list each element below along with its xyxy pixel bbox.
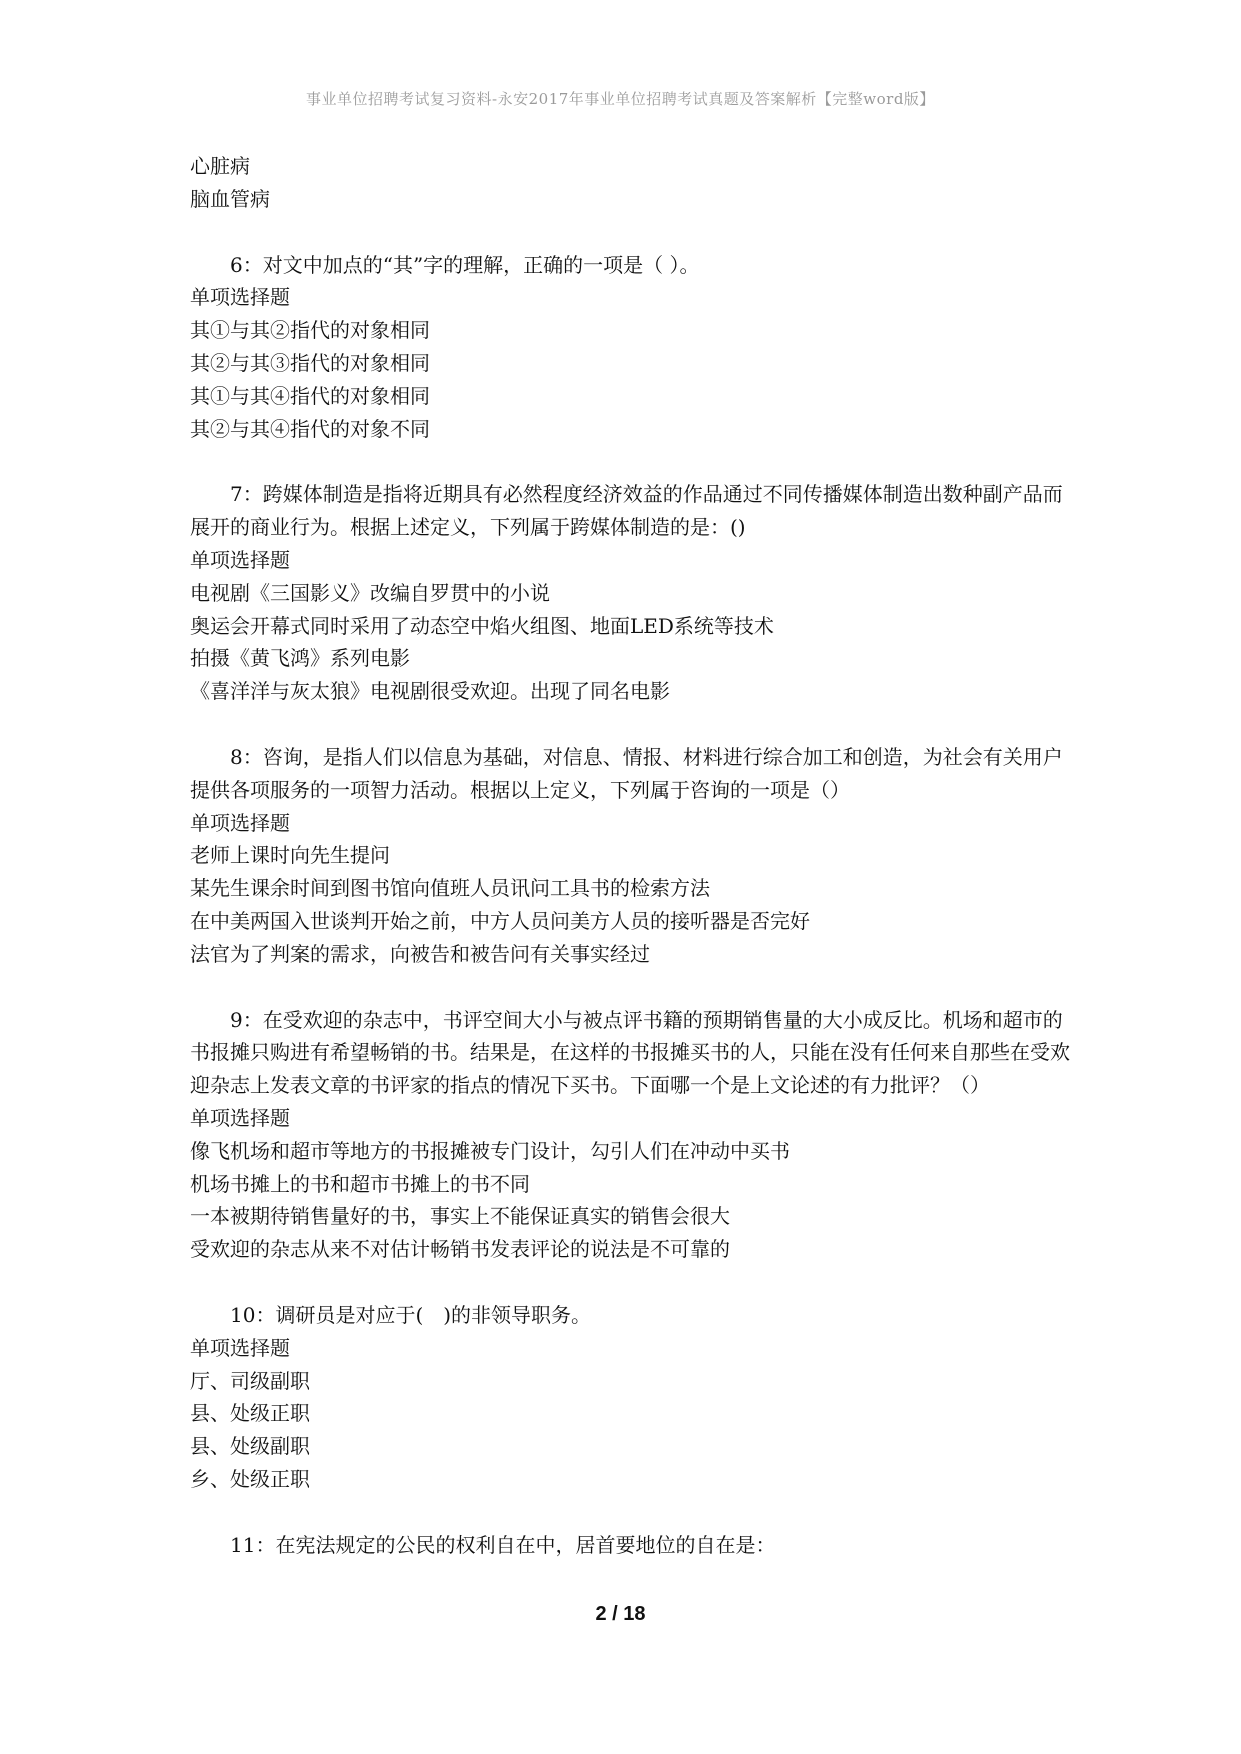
option-line: 厅、司级副职 [190, 1368, 310, 1393]
option-line: 奥运会开幕式同时采用了动态空中焰火组图、地面LED系统等技术 [190, 613, 774, 638]
question-type: 单项选择题 [190, 810, 290, 835]
question-text: 11：在宪法规定的公民的权利自在中，居首要地位的自在是： [230, 1532, 776, 1557]
option-line: 乡、处级正职 [190, 1466, 310, 1491]
option-line: 老师上课时向先生提问 [190, 843, 390, 868]
question-text: 9：在受欢迎的杂志中，书评空间大小与被点评书籍的预期销售量的大小成反比。机场和超市的书报摊只购进有希望畅销的书。结果是，在这样的书报摊买书的人，只能在没有任何来自那些在受欢迎杂志上发表文章的书评家的指点的情况下买书。下面哪一个是上文论述的有力批评？（） [190, 1007, 1070, 1098]
question-type: 单项选择题 [190, 547, 290, 572]
question-7 [190, 478, 1070, 708]
question-type: 单项选择题 [190, 1335, 290, 1360]
option-line: 受欢迎的杂志从来不对估计畅销书发表评论的说法是不可靠的 [190, 1237, 730, 1262]
question-type: 单项选择题 [190, 285, 290, 310]
option-line: 县、处级正职 [190, 1401, 310, 1426]
option-line: 像飞机场和超市等地方的书报摊被专门设计，勾引人们在冲动中买书 [190, 1138, 790, 1163]
option-line: 法官为了判案的需求，向被告和被告问有关事实经过 [190, 941, 650, 966]
option-line: 某先生课余时间到图书馆向值班人员讯问工具书的检索方法 [190, 876, 710, 901]
question-10 [190, 1299, 1070, 1496]
document-body [190, 150, 1070, 1594]
running-header: 事业单位招聘考试复习资料-永安2017年事业单位招聘考试真题及答案解析【完整word版】 [306, 90, 935, 108]
question-11 [190, 1529, 1070, 1562]
question-text: 8：咨询，是指人们以信息为基础，对信息、情报、材料进行综合加工和创造，为社会有关用户提供各项服务的一项智力活动。根据以上定义，下列属于咨询的一项是（） [190, 744, 1063, 802]
option-line: 其①与其④指代的对象相同 [190, 383, 430, 408]
option-line: 电视剧《三国影义》改编自罗贯中的小说 [190, 580, 550, 605]
option-line: 在中美两国入世谈判开始之前，中方人员问美方人员的接听器是否完好 [190, 908, 810, 933]
option-line: 脑血管病 [190, 186, 270, 211]
option-line: 一本被期待销售量好的书，事实上不能保证真实的销售会很大 [190, 1204, 730, 1229]
question-text: 7：跨媒体制造是指将近期具有必然程度经济效益的作品通过不同传播媒体制造出数种副产品而展开的商业行为。根据上述定义，下列属于跨媒体制造的是：() [190, 482, 1063, 540]
question-text: 10：调研员是对应于( )的非领导职务。 [230, 1302, 592, 1327]
option-line: 县、处级副职 [190, 1434, 310, 1459]
prev-question-options [190, 150, 1070, 216]
option-line: 拍摄《黄飞鸿》系列电影 [190, 646, 410, 671]
option-line: 其①与其②指代的对象相同 [190, 318, 430, 343]
option-line: 心脏病 [190, 154, 250, 178]
option-line: 机场书摊上的书和超市书摊上的书不同 [190, 1171, 530, 1196]
question-type: 单项选择题 [190, 1105, 290, 1130]
option-line: 《喜洋洋与灰太狼》电视剧很受欢迎。出现了同名电影 [190, 679, 670, 704]
option-line: 其②与其③指代的对象相同 [190, 350, 430, 375]
question-8 [190, 741, 1070, 971]
page-number: 2 / 18 [595, 1603, 646, 1625]
question-9 [190, 1004, 1070, 1266]
question-text: 6：对文中加点的“其”字的理解，正确的一项是（ ）。 [230, 252, 700, 277]
question-6 [190, 249, 1070, 446]
option-line: 其②与其④指代的对象不同 [190, 416, 430, 441]
